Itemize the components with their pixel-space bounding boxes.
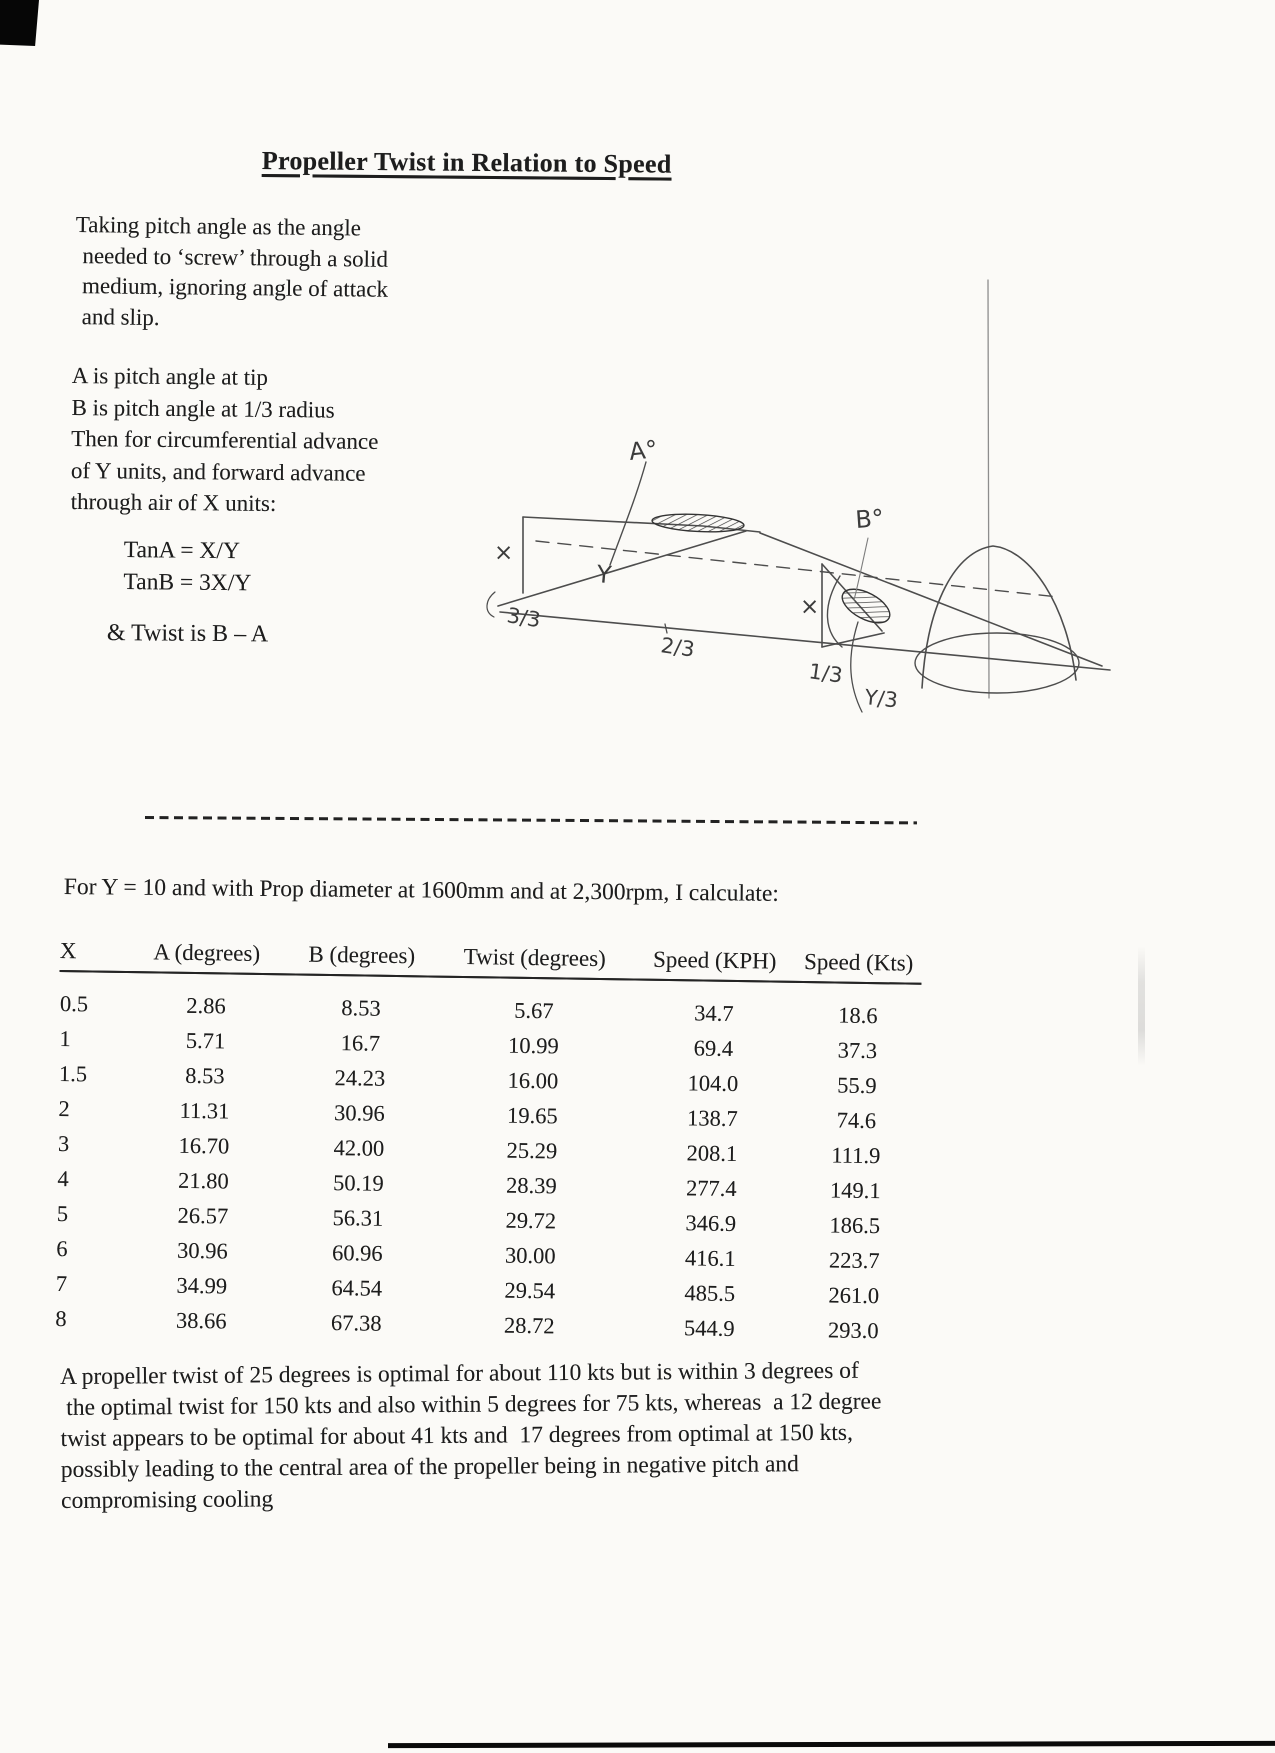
- table-cell: 74.6: [836, 1107, 877, 1133]
- table-cell: 7: [55, 1270, 68, 1296]
- table-cell: 67.38: [330, 1309, 382, 1336]
- table-cell: 60.96: [331, 1239, 383, 1266]
- table-cell: 293.0: [827, 1316, 879, 1343]
- scan-artifact-bottom-line: [388, 1741, 1275, 1748]
- radius-fraction-mid: 2/3: [659, 633, 697, 662]
- table-cell: 55.9: [837, 1072, 877, 1098]
- y-chord-label: Y: [595, 560, 613, 590]
- x-advance-label-root: ×: [800, 594, 820, 620]
- paragraph-line: B is pitch angle at 1/3 radius: [71, 394, 335, 423]
- intro-paragraph: [75, 210, 389, 336]
- paragraph-line: possibly leading to the central area of the propeller being in negative pitch and: [60, 1451, 799, 1483]
- table-cell: 2.86: [186, 992, 226, 1018]
- table-cell: 5.71: [185, 1027, 226, 1053]
- table-cell: 25.29: [506, 1137, 558, 1163]
- table-cell: 10.99: [507, 1032, 559, 1058]
- column-header: X: [60, 938, 126, 972]
- y-third-flourish: [851, 622, 862, 712]
- table-cell: 3: [57, 1130, 70, 1156]
- paragraph-line: A is pitch angle at tip: [71, 362, 269, 390]
- scan-artifact-corner: [0, 0, 39, 46]
- paragraph-line: through air of X units:: [70, 488, 277, 516]
- angle-b-arc: [827, 576, 842, 647]
- table-cell: 34.7: [694, 999, 734, 1026]
- paragraph-line: needed to ‘screw’ through a solid: [82, 242, 389, 272]
- table-cell: 16.70: [178, 1132, 230, 1159]
- table-cell: 18.6: [838, 1002, 878, 1028]
- table-cell: 416.1: [684, 1244, 736, 1271]
- scan-artifact-streak: [1138, 946, 1145, 1066]
- angle-b-label: B°: [854, 504, 885, 534]
- paragraph-line: Then for circumferential advance: [71, 425, 379, 454]
- table-cell: 24.23: [334, 1064, 386, 1091]
- twist-note: & Twist is B – A: [106, 620, 269, 648]
- table-cell: 2: [58, 1095, 70, 1121]
- table-cell: 8.53: [341, 994, 381, 1021]
- table-cell: 29.72: [505, 1207, 557, 1233]
- prop-axis-line: [988, 280, 989, 698]
- paragraph-line: twist appears to be optimal for about 41 kts and 17 degrees from optimal at 150 kts,: [60, 1419, 853, 1452]
- table-cell: 16.00: [507, 1067, 559, 1093]
- paragraph-line: A propeller twist of 25 degrees is optimal for about 110 kts but is within 3 degrees of: [60, 1357, 859, 1390]
- table-cell: 26.57: [177, 1202, 229, 1229]
- page-title: Propeller Twist in Relation to Speed: [261, 146, 672, 179]
- calculation-intro: For Y = 10 and with Prop diameter at 1600mm and at 2,300rpm, I calculate:: [63, 873, 779, 907]
- dashed-divider: [145, 816, 917, 825]
- y-third-label: Y/3: [863, 685, 900, 713]
- table-cell: 186.5: [829, 1211, 881, 1238]
- paragraph-line: medium, ignoring angle of attack: [81, 273, 389, 302]
- angle-a-label: A°: [627, 435, 659, 466]
- twist-speed-table: [54, 938, 922, 1349]
- table-cell: 0.5: [59, 990, 89, 1016]
- table-cell: 56.31: [332, 1204, 384, 1231]
- x-advance-label-tip: ×: [494, 540, 514, 566]
- table-cell: 34.99: [176, 1272, 228, 1299]
- table-cell: 28.39: [505, 1172, 557, 1198]
- table-cell: 30.00: [504, 1242, 556, 1268]
- table-cell: 149.1: [829, 1176, 881, 1203]
- table-cell: 38.66: [175, 1307, 227, 1334]
- diagram-strokes: [487, 280, 1110, 712]
- table-cell: 104.0: [687, 1069, 739, 1096]
- definitions-paragraph: [70, 360, 379, 520]
- tip-airfoil-section: [652, 512, 745, 534]
- radius-fraction-root: 1/3: [807, 659, 845, 688]
- table-cell: 19.65: [506, 1102, 558, 1128]
- table-cell: 1: [59, 1025, 71, 1051]
- table-cell: 223.7: [828, 1246, 880, 1273]
- column-header: A (degrees): [126, 939, 288, 974]
- paragraph-line: of Y units, and forward advance: [70, 457, 366, 486]
- table-cell: 8.53: [185, 1062, 225, 1088]
- table-cell: 50.19: [332, 1169, 384, 1196]
- paragraph-line: the optimal twist for 150 kts and also within 5 degrees for 75 kts, whereas a 12 degree: [60, 1388, 882, 1421]
- propeller-diagram: [470, 270, 1120, 740]
- table-cell: 485.5: [684, 1279, 736, 1306]
- angle-a-arc: [610, 462, 646, 565]
- table-cell: 29.54: [504, 1277, 556, 1303]
- table-cell: 111.9: [831, 1141, 881, 1168]
- table-cell: 5: [56, 1200, 69, 1226]
- table-cell: 8: [55, 1305, 67, 1331]
- paragraph-line: compromising cooling: [60, 1486, 274, 1514]
- table-cell: 64.54: [331, 1274, 383, 1301]
- table-cell: 21.80: [177, 1167, 229, 1194]
- table-cell: 138.7: [686, 1104, 738, 1131]
- column-header: Twist (degrees): [435, 944, 633, 980]
- table-cell: 261.0: [828, 1281, 880, 1308]
- paragraph-line: and slip.: [81, 303, 160, 330]
- table-cell: 544.9: [683, 1314, 735, 1341]
- formula-tan-b: TanB = 3X/Y: [123, 568, 252, 597]
- table-cell: 277.4: [685, 1174, 737, 1201]
- column-header: B (degrees): [287, 941, 435, 976]
- table-cell: 1.5: [58, 1060, 88, 1086]
- table-cell: 69.4: [693, 1034, 734, 1061]
- table-cell: 28.72: [503, 1312, 555, 1338]
- column-header: Speed (Kts): [795, 949, 921, 984]
- conclusion-paragraph: [60, 1356, 882, 1517]
- paragraph-line: Taking pitch angle as the angle: [75, 211, 362, 241]
- table-cell: 4: [57, 1165, 69, 1191]
- table-cell: 42.00: [333, 1134, 385, 1161]
- table-cell: 6: [56, 1235, 68, 1261]
- formula-block: [123, 534, 251, 599]
- formula-tan-a: TanA = X/Y: [123, 536, 241, 565]
- radius-fraction-tip: 3/3: [505, 603, 543, 633]
- table-cell: 5.67: [514, 997, 554, 1023]
- column-header: Speed (KPH): [633, 947, 795, 982]
- table-cell: 16.7: [340, 1029, 381, 1056]
- table-cell: 11.31: [179, 1097, 230, 1124]
- table-cell: 37.3: [837, 1037, 878, 1063]
- table-cell: 346.9: [685, 1209, 737, 1236]
- table-cell: 30.96: [333, 1099, 385, 1126]
- spinner-hub: [915, 546, 1079, 693]
- table-cell: 30.96: [176, 1237, 228, 1264]
- table-cell: 208.1: [686, 1139, 738, 1166]
